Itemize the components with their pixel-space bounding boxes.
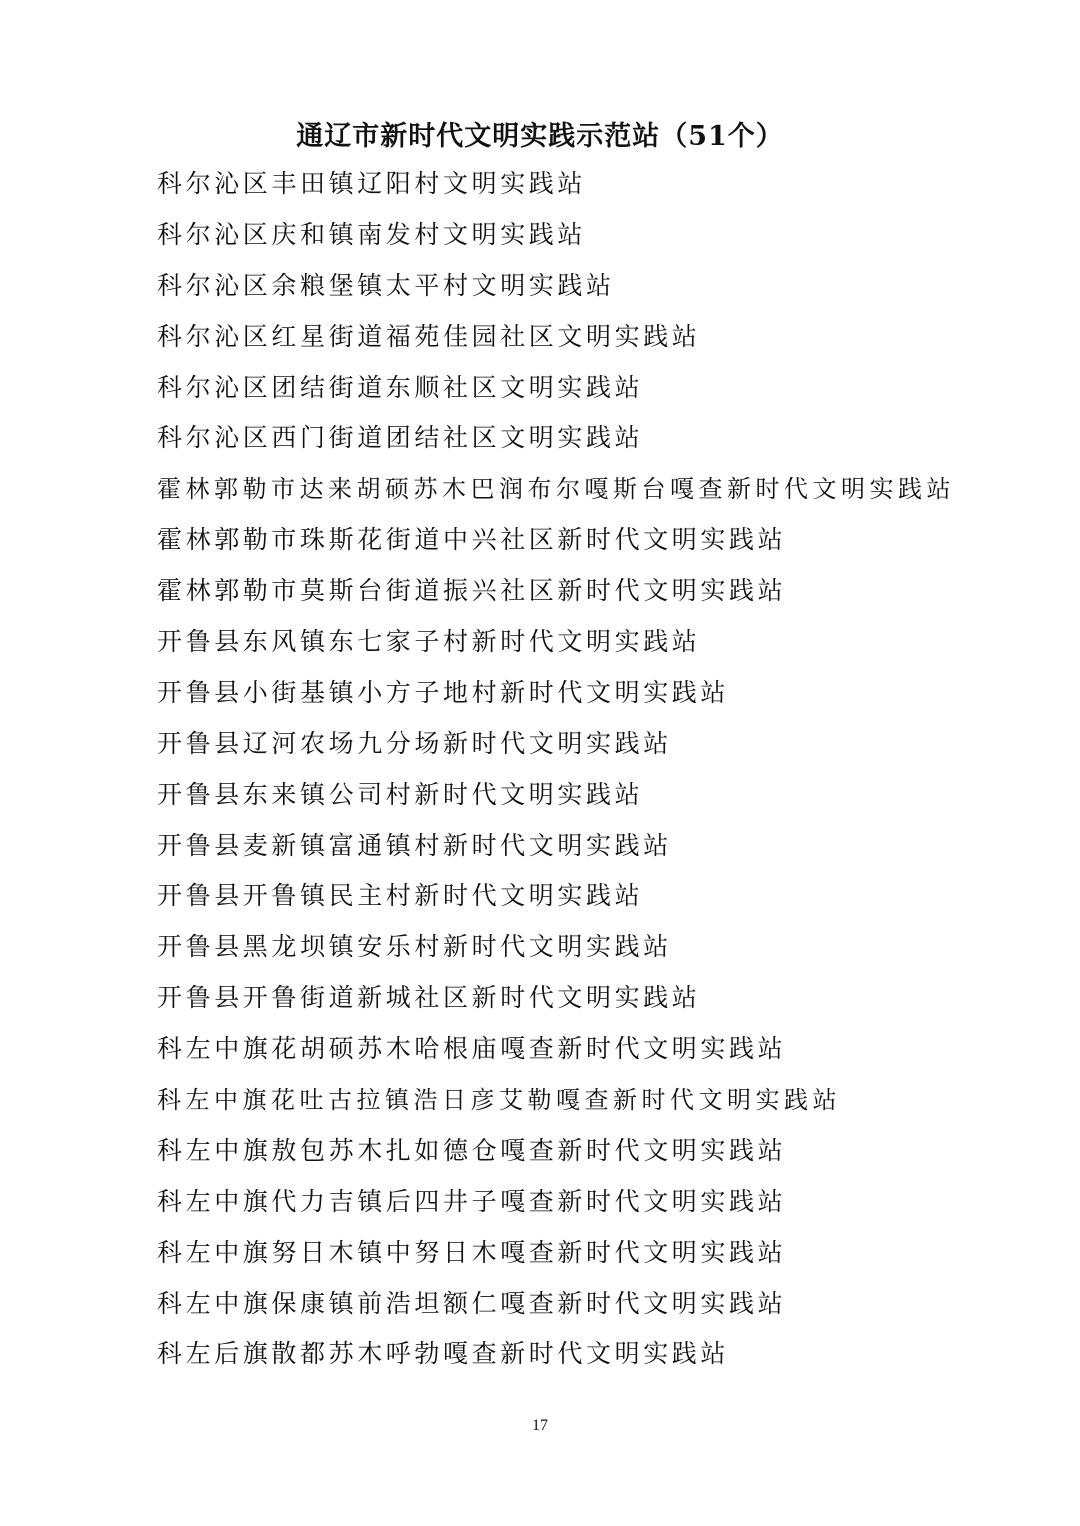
list-item: 开鲁县辽河农场九分场新时代文明实践站 xyxy=(157,728,672,758)
list-item: 科尔沁区红星街道福苑佳园社区文明实践站 xyxy=(157,321,701,351)
list-item: 霍林郭勒市莫斯台街道振兴社区新时代文明实践站 xyxy=(157,576,787,606)
list-item: 科左中旗代力吉镇后四井子嘎查新时代文明实践站 xyxy=(157,1186,787,1216)
page-number: 17 xyxy=(532,1417,548,1434)
list-item: 科左中旗保康镇前浩坦额仁嘎查新时代文明实践站 xyxy=(157,1288,787,1318)
list-item: 科尔沁区丰田镇辽阳村文明实践站 xyxy=(157,169,587,198)
list-item: 科左中旗花胡硕苏木哈根庙嘎查新时代文明实践站 xyxy=(157,1034,787,1064)
list-item: 霍林郭勒市达来胡硕苏木巴润布尔嘎斯台嘎查新时代文明实践站 xyxy=(157,475,955,504)
list-item: 科左中旗努日木镇中努日木嘎查新时代文明实践站 xyxy=(157,1237,787,1267)
list-item: 开鲁县麦新镇富通镇村新时代文明实践站 xyxy=(157,830,672,860)
list-item: 科尔沁区团结街道东顺社区文明实践站 xyxy=(157,372,644,402)
list-item: 开鲁县黑龙坝镇安乐村新时代文明实践站 xyxy=(157,932,672,962)
list-item: 科左后旗散都苏木呼勃嘎查新时代文明实践站 xyxy=(157,1339,730,1369)
list-item: 开鲁县东风镇东七家子村新时代文明实践站 xyxy=(157,627,701,657)
list-item: 科尔沁区余粮堡镇太平村文明实践站 xyxy=(157,270,615,300)
list-item: 开鲁县东来镇公司村新时代文明实践站 xyxy=(157,779,644,809)
list-item: 科尔沁区西门街道团结社区文明实践站 xyxy=(157,423,644,453)
list-item: 开鲁县开鲁街道新城社区新时代文明实践站 xyxy=(157,983,701,1013)
station-list xyxy=(157,166,955,1387)
list-item: 科左中旗敖包苏木扎如德仓嘎查新时代文明实践站 xyxy=(157,1135,787,1165)
list-item: 开鲁县开鲁镇民主村新时代文明实践站 xyxy=(157,881,644,911)
list-item: 科左中旗花吐古拉镇浩日彦艾勒嘎查新时代文明实践站 xyxy=(157,1086,841,1115)
list-item: 科尔沁区庆和镇南发村文明实践站 xyxy=(157,219,587,249)
list-item: 霍林郭勒市珠斯花街道中兴社区新时代文明实践站 xyxy=(157,525,787,555)
list-item: 开鲁县小街基镇小方子地村新时代文明实践站 xyxy=(157,677,730,707)
page-title: 通辽市新时代文明实践示范站（51个） xyxy=(296,121,784,152)
